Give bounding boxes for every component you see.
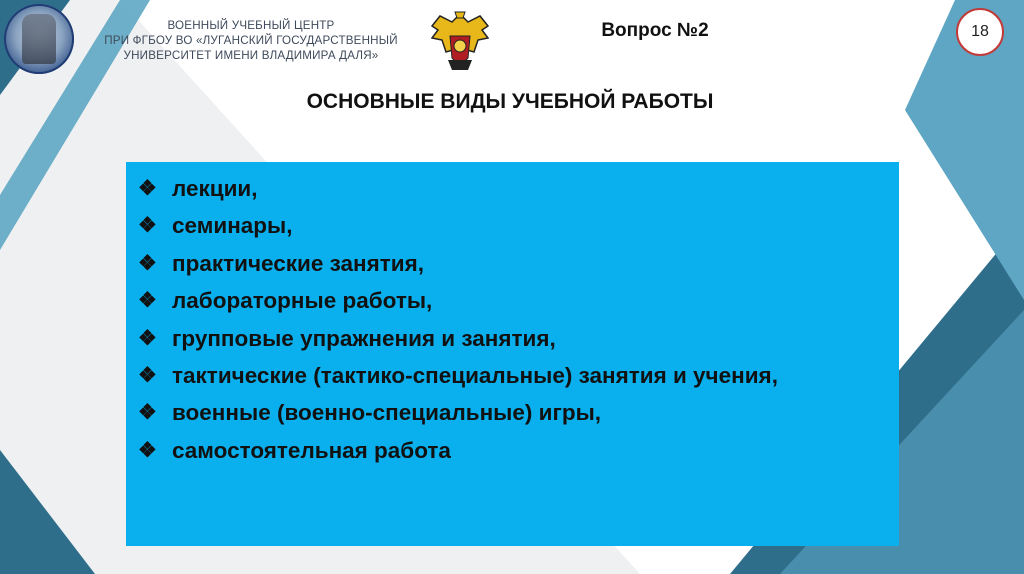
org-line-3: УНИВЕРСИТЕТ ИМЕНИ ВЛАДИМИРА ДАЛЯ» [123, 49, 379, 62]
organization-name [88, 18, 414, 63]
org-line-1: ВОЕННЫЙ УЧЕБНЫЙ ЦЕНТР [167, 19, 335, 32]
list-item [136, 357, 852, 394]
list-item-text: практические занятия, [172, 250, 424, 276]
list-item-text: лабораторные работы, [172, 288, 433, 314]
list-item-text: самостоятельная работа [172, 437, 451, 463]
bullet-list [136, 170, 889, 469]
list-item [136, 320, 889, 357]
org-line-2: ПРИ ФГБОУ ВО «ЛУГАНСКИЙ ГОСУДАРСТВЕННЫЙ [104, 34, 398, 47]
diamond-bullet-icon: ❖ [138, 326, 157, 350]
diamond-bullet-icon: ❖ [138, 289, 157, 313]
slide-title: ОСНОВНЫЕ ВИДЫ УЧЕБНОЙ РАБОТЫ [306, 90, 714, 113]
diamond-bullet-icon: ❖ [138, 177, 157, 200]
list-item [136, 170, 889, 207]
list-item-text: лекции, [172, 176, 258, 201]
university-seal-icon [4, 4, 74, 74]
diamond-bullet-icon: ❖ [138, 364, 157, 388]
list-item-text: семинары, [172, 213, 293, 239]
diamond-bullet-icon: ❖ [138, 438, 157, 462]
diamond-bullet-icon: ❖ [138, 401, 157, 425]
page-number-badge: 18 [956, 8, 1004, 56]
list-item [136, 394, 889, 431]
question-number: Вопрос №2 [601, 20, 709, 41]
list-item-text: групповые упражнения и занятия, [172, 325, 556, 351]
list-item [136, 245, 889, 282]
military-eagle-emblem-icon [428, 8, 492, 74]
content-box [126, 162, 899, 546]
list-item-text: военные (военно-специальные) игры, [172, 400, 602, 426]
diamond-bullet-icon: ❖ [138, 214, 157, 238]
list-item-text: тактические (тактико-специальные) занятия и учения, [172, 363, 778, 389]
list-item [136, 432, 889, 469]
list-item [136, 207, 889, 244]
diamond-bullet-icon: ❖ [138, 251, 157, 275]
list-item [136, 282, 889, 319]
